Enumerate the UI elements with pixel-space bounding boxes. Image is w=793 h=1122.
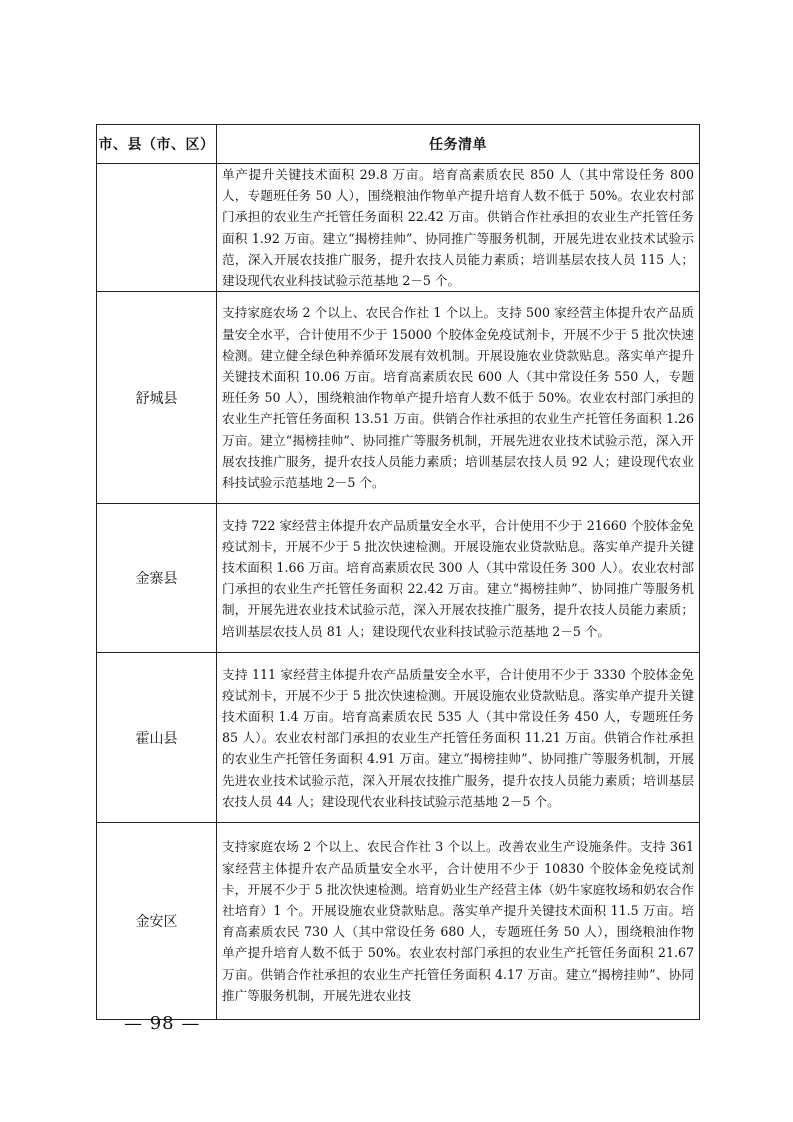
table-row	[97, 164, 700, 292]
table-header-row	[97, 125, 700, 164]
region-cell: 舒城县	[97, 292, 217, 504]
task-list-table	[96, 124, 700, 1020]
table-row	[97, 653, 700, 823]
table-row	[97, 504, 700, 653]
region-cell	[97, 164, 217, 292]
region-cell: 金安区	[97, 823, 217, 1020]
header-tasks: 任务清单	[217, 125, 700, 164]
task-cell: 支持 722 家经营主体提升农产品质量安全水平，合计使用不少于 21660 个胶体金免疫试剂卡，开展不少于 5 批次快速检测。开展设施农业贷款贴息。落实单产提升关键技术面积 1.66 万亩。培育高素质农民 300 人（其中常设任务 300 人）。农业农村部门承担的农业生产托管任务面积 22.42 万亩。建立“揭榜挂帅”、协同推广等服务机制，开展先进农业技术试验示范，深入开展农技推广服务，提升农技人员能力素质；培训基层农技人员 81 人；建设现代农业科技试验示范基地 2－5 个。	[217, 504, 700, 653]
table-row	[97, 292, 700, 504]
table-row	[97, 823, 700, 1020]
task-cell: 支持家庭农场 2 个以上、农民合作社 3 个以上。改善农业生产设施条件。支持 361 家经营主体提升农产品质量安全水平，合计使用不少于 10830 个胶体金免疫试剂卡，开展不少于 5 批次快速检测。培育奶业生产经营主体（奶牛家庭牧场和奶农合作社培育）1 个。开展设施农业贷款贴息。落实单产提升关键技术面积 11.5 万亩。培育高素质农民 730 人（其中常设任务 680 人，专题班任务 50 人），围绕粮油作物单产提升培育人数不低于 50%。农业农村部门承担的农业生产托管任务面积 21.67 万亩。供销合作社承担的农业生产托管任务面积 4.17 万亩。建立“揭榜挂帅”、协同推广等服务机制，开展先进农业技	[217, 823, 700, 1020]
header-region: 市、县（市、区）	[97, 125, 217, 164]
region-cell: 霍山县	[97, 653, 217, 823]
region-cell: 金寨县	[97, 504, 217, 653]
task-cell: 支持家庭农场 2 个以上、农民合作社 1 个以上。支持 500 家经营主体提升农产品质量安全水平，合计使用不少于 15000 个胶体金免疫试剂卡，开展不少于 5 批次快速检测。建立健全绿色种养循环发展有效机制。开展设施农业贷款贴息。落实单产提升关键技术面积 10.06 万亩。培育高素质农民 600 人（其中常设任务 550 人，专题班任务 50 人），围绕粮油作物单产提升培育人数不低于 50%。农业农村部门承担的农业生产托管任务面积 13.51 万亩。供销合作社承担的农业生产托管任务面积 1.26 万亩。建立“揭榜挂帅”、协同推广等服务机制，开展先进农业技术试验示范，深入开展农技推广服务，提升农技人员能力素质；培训基层农技人员 92 人；建设现代农业科技试验示范基地 2－5 个。	[217, 292, 700, 504]
page-number: — 98 —	[124, 1013, 201, 1034]
task-cell: 单产提升关键技术面积 29.8 万亩。培育高素质农民 850 人（其中常设任务 800 人，专题班任务 50 人），围绕粮油作物单产提升培育人数不低于 50%。农业农村部门承担的农业生产托管任务面积 22.42 万亩。供销合作社承担的农业生产托管任务面积 1.92 万亩。建立“揭榜挂帅”、协同推广等服务机制，开展先进农业技术试验示范，深入开展农技推广服务，提升农技人员能力素质；培训基层农技人员 115 人；建设现代农业科技试验示范基地 2－5 个。	[217, 164, 700, 292]
task-cell: 支持 111 家经营主体提升农产品质量安全水平，合计使用不少于 3330 个胶体金免疫试剂卡，开展不少于 5 批次快速检测。开展设施农业贷款贴息。落实单产提升关键技术面积 1.4 万亩。培育高素质农民 535 人（其中常设任务 450 人，专题班任务 85 人）。农业农村部门承担的农业生产托管任务面积 11.21 万亩。供销合作社承担的农业生产托管任务面积 4.91 万亩。建立“揭榜挂帅”、协同推广等服务机制，开展先进农业技术试验示范，深入开展农技推广服务，提升农技人员能力素质；培训基层农技人员 44 人；建设现代农业科技试验示范基地 2－5 个。	[217, 653, 700, 823]
